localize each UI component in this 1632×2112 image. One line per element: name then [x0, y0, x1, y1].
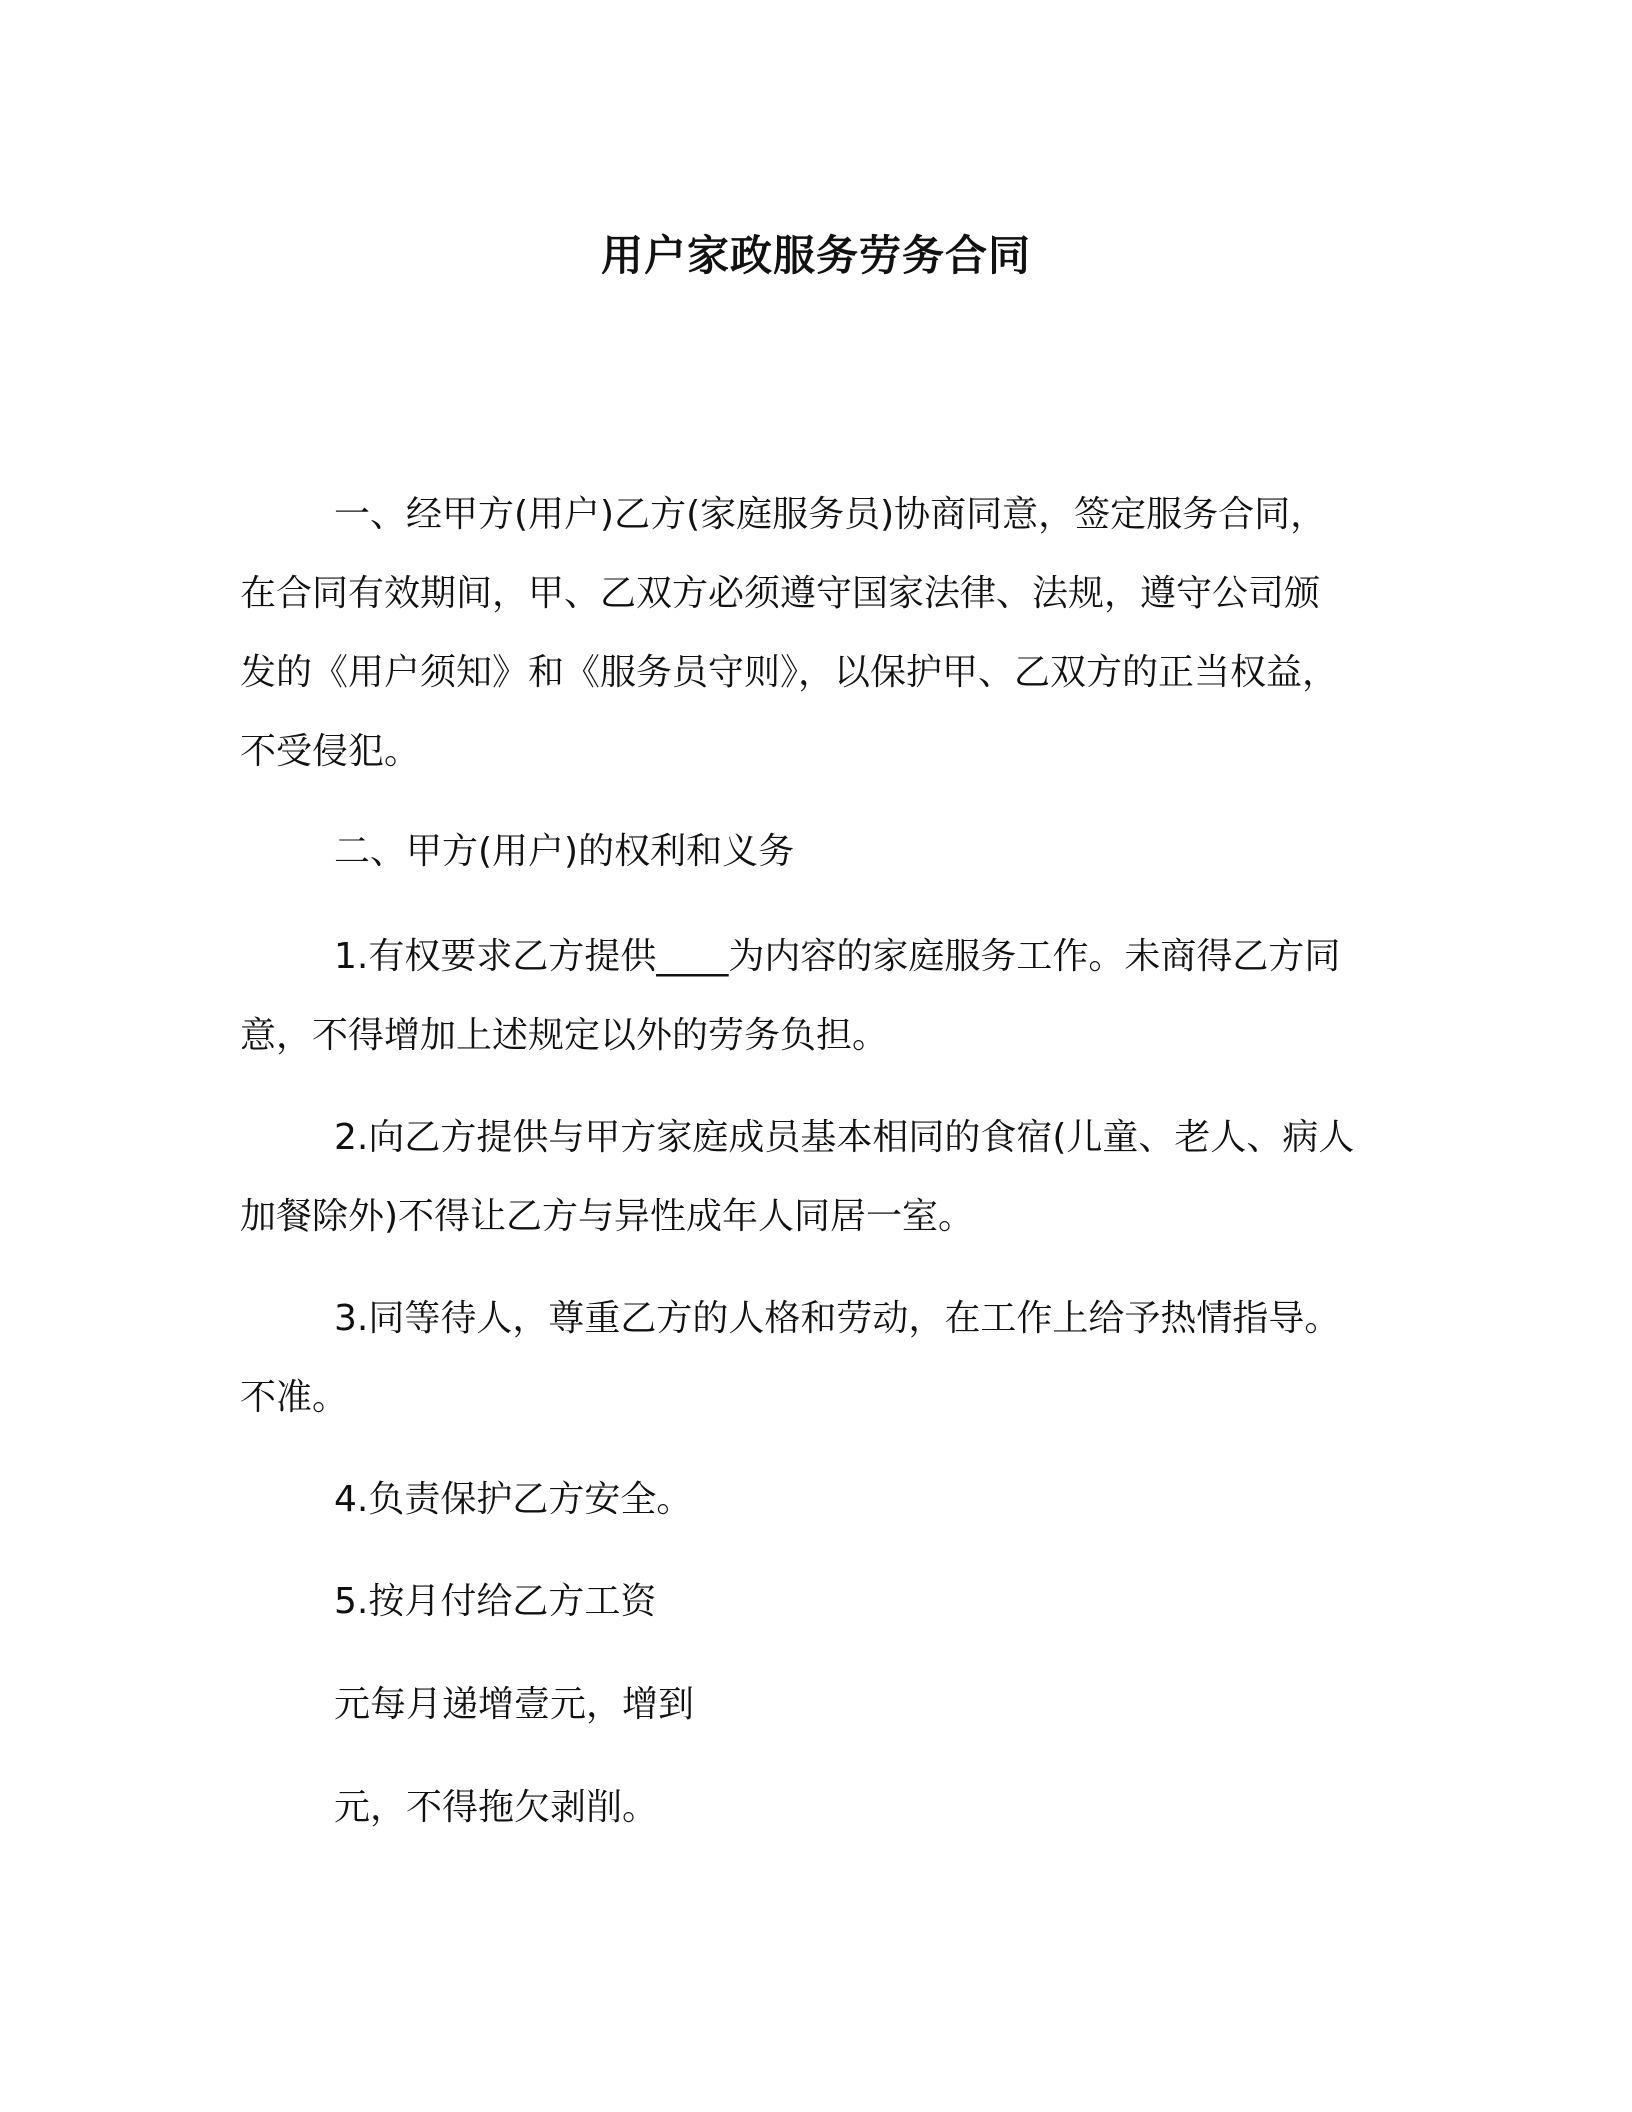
- item-1-line-2: 意，不得增加上述规定以外的劳务负担。: [240, 1015, 889, 1056]
- item-5-line-2: 元每月递增壹元，增到: [334, 1684, 695, 1725]
- item-2-line-2: 加餐除外)不得让乙方与异性成年人同居一室。: [240, 1196, 975, 1237]
- paragraph-1-line-2: 在合同有效期间，甲、乙双方必须遵守国家法律、法规，遵守公司颁: [240, 573, 1321, 614]
- item-3-line-1: 3.同等待人，尊重乙方的人格和劳动，在工作上给予热情指导。: [334, 1298, 1341, 1339]
- document-title: 用户家政服务劳务合同: [600, 231, 1031, 280]
- section-heading-2: 二、甲方(用户)的权利和义务: [334, 831, 795, 872]
- item-3-line-2: 不准。: [240, 1377, 349, 1418]
- item-1-line-1: 1.有权要求乙方提供____为内容的家庭服务工作。未商得乙方同: [334, 936, 1341, 977]
- item-5-line-1: 5.按月付给乙方工资: [334, 1581, 657, 1622]
- item-2-line-1: 2.向乙方提供与甲方家庭成员基本相同的食宿(儿童、老人、病人: [334, 1117, 1355, 1158]
- paragraph-1-line-3: 发的《用户须知》和《服务员守则》，以保护甲、乙双方的正当权益，: [240, 652, 1339, 693]
- item-4-line-1: 4.负责保护乙方安全。: [334, 1479, 693, 1520]
- paragraph-1-line-1: 一、经甲方(用户)乙方(家庭服务员)协商同意，签定服务合同，: [334, 494, 1327, 535]
- item-5-line-3: 元，不得拖欠剥削。: [334, 1787, 659, 1828]
- paragraph-1-line-4: 不受侵犯。: [240, 731, 421, 772]
